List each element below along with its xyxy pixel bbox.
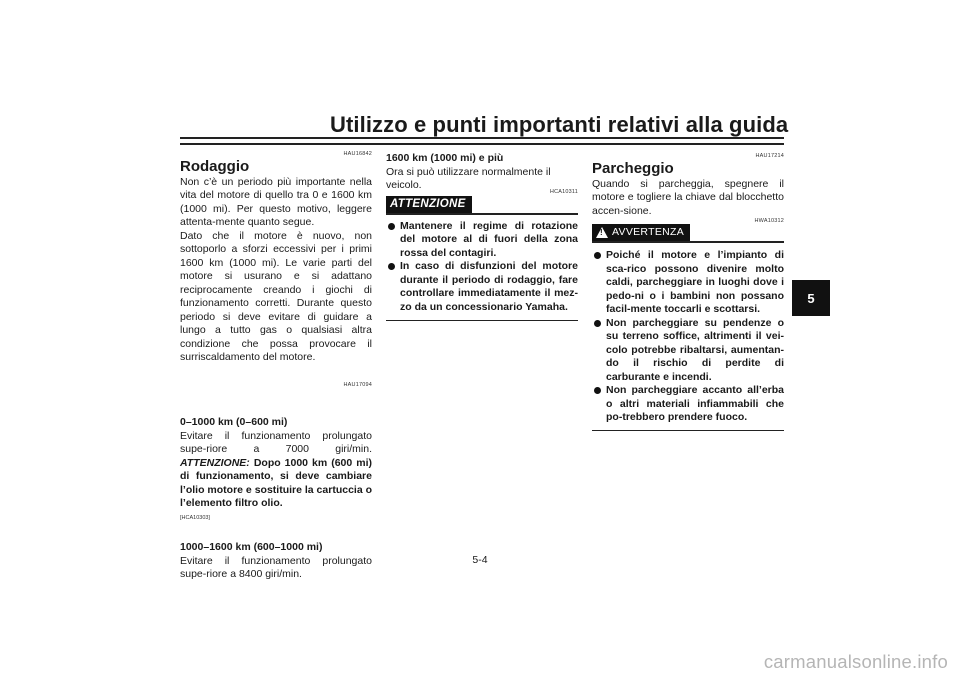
caution-label: ATTENZIONE (386, 196, 472, 213)
subheading: 1000–1600 km (600–1000 mi) (180, 541, 323, 553)
paragraph: Non c’è un periodo più importante nella vita del motore di quello tra 0 e 1600 km (1000 mi). Per questo motivo, leggere attenta-mente quanto segue. (180, 175, 372, 228)
bullet-icon (594, 387, 601, 394)
list-item (592, 249, 784, 317)
left-column (180, 148, 372, 582)
warning-end-rule (592, 430, 784, 431)
list-item (592, 317, 784, 385)
right-column (592, 150, 784, 431)
warning-triangle-icon: ! (596, 227, 608, 238)
list-item (592, 384, 784, 425)
bullet-icon (594, 320, 601, 327)
list-item (386, 260, 578, 314)
page-number: 5-4 (472, 554, 488, 566)
section-heading-parcheggio: Parcheggio (592, 159, 674, 177)
list-item-text: Non parcheggiare accanto all’erba o altri materiali infiammabili che po-trebbero prendere fuoco. (606, 384, 784, 423)
warning-list (592, 249, 784, 425)
section-heading-rodaggio: Rodaggio (180, 157, 250, 175)
list-item-text: In caso di disfunzioni del motore durante il periodo di rodaggio, fare controllare immediatamente il mez-zo da un concessionario Yamaha. (400, 260, 578, 313)
subheading: 1600 km (1000 mi) e più (386, 152, 504, 164)
paragraph: Dato che il motore è nuovo, non sottoporlo a sforzi eccessivi per i primi 1600 km (1000 mi). Le varie parti del motore si usurano e si adattano reciprocamente creando i giochi di funzionamento corretti. Durante questo periodo si deve evitare di guidare a lungo a tutto gas o qualsiasi altra condizione che possa provocare il surriscaldamento del motore. (180, 229, 372, 363)
caution-code: HCA10311 (549, 188, 578, 195)
bullet-icon (594, 252, 601, 259)
middle-column (386, 152, 578, 321)
caution-inline-text: Dopo 1000 km (600 mi) di funzionamento, si deve cambiare l’olio motore e sostituire la cartuccia o l’elemento filtro olio. (180, 456, 372, 509)
caution-inline-label: ATTENZIONE: (180, 456, 250, 469)
caution-list (386, 220, 578, 315)
page-header-title: Utilizzo e punti importanti relativi alla guida (330, 112, 789, 137)
caution-box-header (386, 188, 578, 215)
list-item-text: Mantenere il regime di rotazione del motore al di fuori della zona rossa del contagiri. (400, 219, 578, 259)
list-item-text: Poiché il motore e l’impianto di sca-rico possono divenire molto caldi, parcheggiare in luoghi dove i pedo-ni o i bambini non possano facil-mente toccarli e scottarsi. (606, 249, 784, 315)
warning-label: AVVERTENZA (612, 225, 685, 238)
caution-code: [HCA10303] (180, 514, 210, 521)
warning-code: HWA10312 (754, 218, 784, 224)
paragraph-caution-inline (180, 430, 372, 511)
caution-end-rule (386, 320, 578, 321)
paragraph-text: Evitare il funzionamento prolungato supe-riore a 7000 giri/min. (180, 429, 372, 455)
header-double-rule (180, 137, 784, 145)
list-item-text: Non parcheggiare su pendenze o su terreno soffice, altrimenti il vei-colo potrebbe ribaltarsi, aumentan-do il rischio di perdite di carburante e incendi. (606, 316, 784, 383)
warning-box-header (592, 218, 784, 243)
paragraph: Evitare il funzionamento prolungato supe-riore a 8400 giri/min. (180, 554, 372, 580)
bullet-icon (388, 223, 395, 230)
watermark[interactable]: carmanualsonline.info (763, 651, 948, 672)
section-code: HAU17214 (755, 153, 784, 159)
section-code: HAU17094 (343, 381, 372, 388)
section-code: HAU16842 (343, 151, 372, 157)
warning-label-box (592, 224, 690, 242)
paragraph: Quando si parcheggia, spegnere il motore e togliere la chiave dal blocchetto accen-sione. (592, 177, 784, 217)
paragraph: Ora si può utilizzare normalmente il veicolo. (386, 165, 551, 191)
bullet-icon (388, 263, 395, 270)
chapter-tab[interactable]: 5 (792, 280, 830, 316)
list-item (386, 220, 578, 261)
subheading: 0–1000 km (0–600 mi) (180, 416, 288, 428)
